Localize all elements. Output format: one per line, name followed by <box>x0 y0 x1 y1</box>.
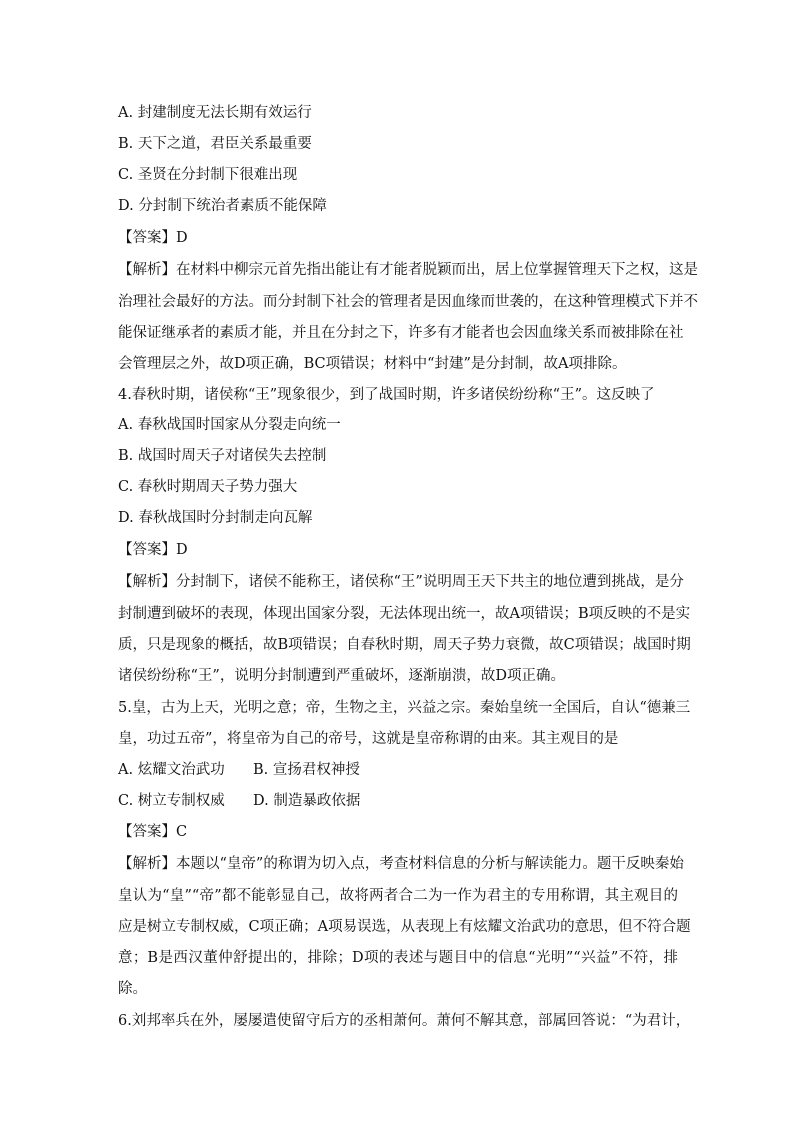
q5-analysis-line: 【解析】本题以“皇帝”的称谓为切入点，考查材料信息的分析与解读能力。题干反映秦始 <box>118 856 684 872</box>
q3-option-a: A. 封建制度无法长期有效运行 <box>118 105 312 121</box>
q4-option-a: A. 春秋战国时国家从分裂走向统一 <box>118 417 341 433</box>
q5-option-a: A. 炫耀文治武功 <box>118 762 225 778</box>
q5-analysis-line: 皇认为“皇”“帝”都不能彰显自己，故将两者合二为一作为君主的专用称谓，其主观目的 <box>118 888 678 904</box>
q5-analysis-line: 除。 <box>118 981 147 997</box>
q5-options-row <box>118 760 678 780</box>
q4-analysis-line: 封制遭到破坏的表现，体现出国家分裂，无法体现出统一，故A项错误；B项反映的不是实 <box>118 606 691 622</box>
q3-analysis-line: 治理社会最好的方法。而分封制下社会的管理者是因血缘而世袭的，在这种管理模式下并不 <box>118 294 698 310</box>
q4-option-b: B. 战国时周天子对诸侯失去控制 <box>118 448 327 464</box>
q4-analysis-line: 【解析】分封制下，诸侯不能称王，诸侯称“王”说明周王天下共主的地位遭到挑战，是分 <box>118 574 684 590</box>
q3-analysis-line: 【解析】在材料中柳宗元首先指出能让有才能者脱颖而出，居上位掌握管理天下之权，这是 <box>118 262 698 278</box>
q5-stem-line: 5.皇，古为上天，光明之意；帝，生物之主，兴益之宗。秦始皇统一全国后，自认“德兼三 <box>118 700 691 716</box>
q4-analysis-line: 诸侯纷纷称“王”，说明分封制遭到严重破坏，逐渐崩溃，故D项正确。 <box>118 668 565 684</box>
q6-stem: 6.刘邦率兵在外，屡屡遣使留守后方的丞相萧何。萧何不解其意，部属回答说：“为君计， <box>118 1013 691 1029</box>
q5-options-row <box>118 791 678 811</box>
q4-stem: 4.春秋时期，诸侯称“王”现象很少，到了战国时期，许多诸侯纷纷称“王”。这反映了 <box>118 387 655 403</box>
q4-analysis-line: 质，只是现象的概括，故B项错误；自春秋时期，周天子势力衰微，故C项错误；战国时期 <box>118 637 691 653</box>
q5-option-d: D. 制造暴政依据 <box>253 793 361 809</box>
q3-option-d: D. 分封制下统治者素质不能保障 <box>118 198 327 214</box>
q3-option-b: B. 天下之道，君臣关系最重要 <box>118 136 312 152</box>
q3-analysis-line: 能保证继承者的素质才能，并且在分封之下，许多有才能者也会因血缘关系而被排除在社 <box>118 325 684 341</box>
q3-answer: 【答案】D <box>118 230 188 246</box>
q4-answer: 【答案】D <box>118 542 188 558</box>
q4-option-d: D. 春秋战国时分封制走向瓦解 <box>118 510 313 526</box>
q5-option-c: C. 树立专制权威 <box>118 793 225 809</box>
q5-answer: 【答案】C <box>118 824 188 840</box>
q3-option-c: C. 圣贤在分封制下很难出现 <box>118 167 298 183</box>
q5-analysis-line: 意；B是西汉董仲舒提出的，排除；D项的表述与题目中的信息“光明”“兴益”不符，排 <box>118 950 678 966</box>
q4-option-c: C. 春秋时期周天子势力强大 <box>118 479 298 495</box>
q5-option-b: B. 宣扬君权神授 <box>253 762 360 778</box>
q5-analysis-line: 应是树立专制权威，C项正确；A项易误选，从表现上有炫耀文治武功的意思，但不符合题 <box>118 919 691 935</box>
q5-stem-line: 皇，功过五帝”，将皇帝为自己的帝号，这就是皇帝称谓的由来。其主观目的是 <box>118 731 619 747</box>
q3-analysis-line: 会管理层之外，故D项正确，BC项错误；材料中“封建”是分封制，故A项排除。 <box>118 356 627 372</box>
